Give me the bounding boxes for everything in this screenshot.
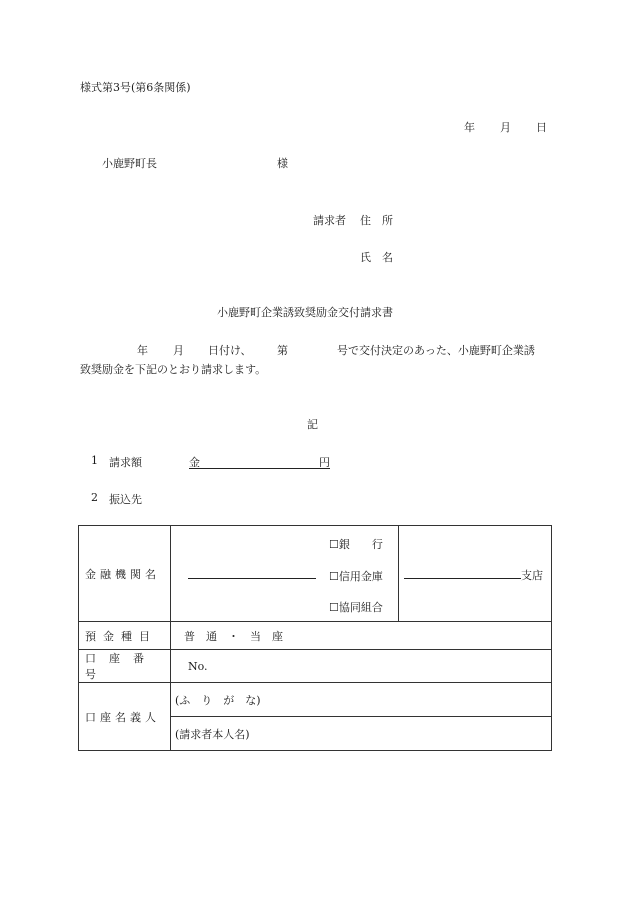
amount-en: 円 — [319, 456, 330, 469]
holder-name-label: (請求者本人名) — [175, 727, 250, 741]
bank-label: 金融機関名 — [85, 567, 160, 581]
option-shinkin[interactable]: ☐信用金庫 — [329, 570, 383, 583]
body-line1-end: 号で交付決定のあった、小鹿野町企業誘 — [337, 344, 535, 357]
account-value: No. — [188, 659, 208, 673]
holder-name-cell[interactable] — [171, 717, 552, 751]
deposit-value: 普 通 ・ 当 座 — [184, 629, 283, 643]
deposit-label: 預金種目 — [85, 629, 157, 643]
furigana-cell[interactable] — [171, 683, 552, 717]
item1-label: 請求額 — [109, 456, 142, 469]
body-day-suffix: 日付け、 — [208, 344, 252, 357]
name-label: 氏 名 — [360, 251, 393, 264]
bank-info-table — [78, 525, 552, 751]
body-dai: 第 — [277, 344, 288, 357]
option-bank[interactable]: ☐銀 行 — [329, 538, 383, 551]
bank-label-cell — [79, 526, 171, 622]
account-label: 口座番号 — [85, 652, 157, 681]
bank-name-cell[interactable] — [171, 526, 399, 622]
date-year-label: 年 — [464, 121, 475, 134]
branch-cell[interactable] — [399, 526, 552, 622]
account-value-cell[interactable] — [171, 650, 552, 683]
item2-number: 2 — [91, 491, 98, 504]
holder-label-cell — [79, 683, 171, 751]
document-title: 小鹿野町企業誘致奨励金交付請求書 — [217, 306, 393, 319]
item1-number: 1 — [91, 454, 98, 467]
body-month: 月 — [173, 344, 184, 357]
deposit-label-cell — [79, 622, 171, 650]
item2-label: 振込先 — [109, 493, 142, 506]
account-label-cell — [79, 650, 171, 683]
body-line2: 致奨励金を下記のとおり請求します。 — [80, 363, 267, 376]
branch-suffix: 支店 — [521, 569, 543, 582]
form-number: 様式第3号(第6条関係) — [80, 81, 191, 94]
addressee-name: 小鹿野町長 — [102, 157, 157, 170]
branch-name-field[interactable] — [404, 578, 521, 579]
bank-name-field[interactable] — [188, 578, 316, 579]
date-day-label: 日 — [536, 121, 547, 134]
deposit-value-cell[interactable] — [171, 622, 552, 650]
holder-label: 口座名義人 — [85, 710, 160, 724]
option-kyodo[interactable]: ☐協同組合 — [329, 601, 383, 614]
amount-field[interactable] — [189, 454, 330, 469]
address-label: 住 所 — [360, 214, 393, 227]
amount-kin: 金 — [189, 456, 200, 469]
addressee-honorific: 様 — [277, 157, 288, 170]
body-year: 年 — [137, 344, 148, 357]
ki-heading: 記 — [307, 418, 318, 431]
date-month-label: 月 — [500, 121, 511, 134]
furigana-label: (ふ り が な) — [175, 693, 261, 707]
requester-label: 請求者 — [313, 214, 346, 227]
